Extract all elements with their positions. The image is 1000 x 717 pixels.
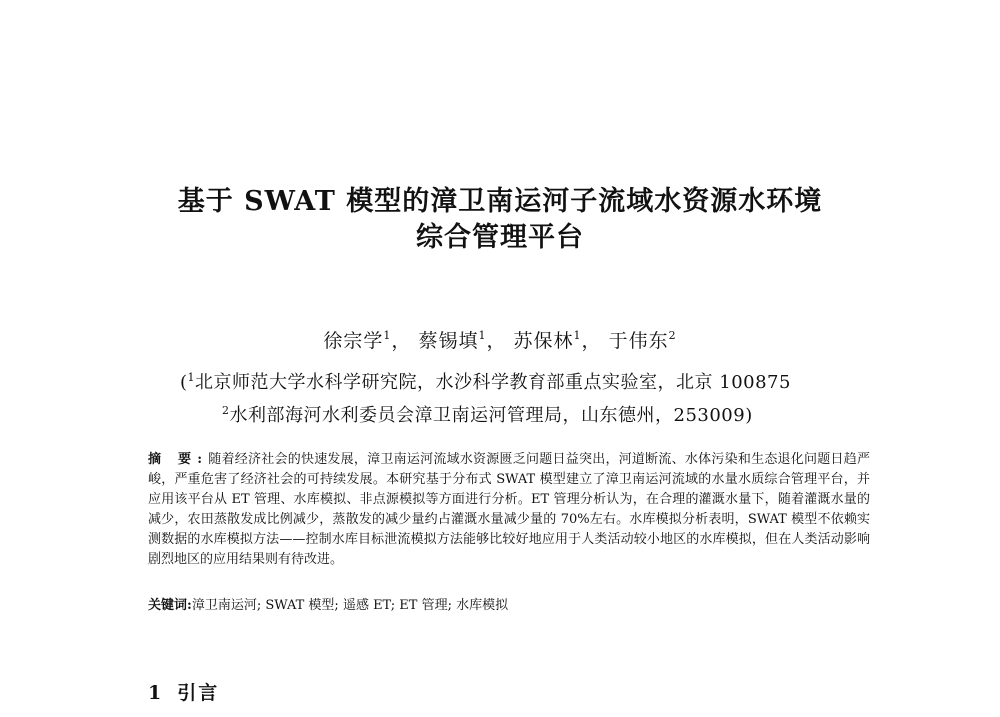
- section-title: 引言: [177, 682, 220, 704]
- abstract-text: 随着经济社会的快速发展，漳卫南运河流域水资源匮乏问题日益突出，河道断流、水体污染和生态退化问题日趋严峻，严重危害了经济社会的可持续发展。本研究基于分布式 SWAT 模型建立了漳卫南运河流域的水量水质综合管理平台，并应用该平台从 ET 管理、水库模拟、非点源模拟等方面进行分析。ET 管理分析认为，在合理的灌溉水量下，随着灌溉水量的减少，农田蒸散发成比例减少，蒸散发的减少量约占灌溉水量减少量的 70%左右。水库模拟分析表明，SWAT 模型不依赖实测数据的水库模拟方法——控制水库目标泄流模拟方法能够比较好地应用于人类活动较小地区的水库模拟，但在人类活动影响剧烈地区的应用结果则有待改进。: [148, 452, 870, 567]
- title-line-1: 基于 SWAT 模型的漳卫南运河子流域水资源水环境: [177, 186, 823, 217]
- author-affiliation-mark: 1: [478, 329, 487, 342]
- affiliation-mark: 1: [187, 371, 196, 384]
- affiliations: [180, 364, 920, 430]
- keywords-text: 漳卫南运河; SWAT 模型; 遥感 ET; ET 管理; 水库模拟: [191, 598, 509, 613]
- author-affiliation-mark: 1: [573, 329, 582, 342]
- section-number: 1: [148, 682, 164, 704]
- affiliation-line-2: [180, 397, 920, 430]
- paper-title: [0, 184, 1000, 256]
- affiliation-text-2: 水利部海河水利委员会漳卫南运河管理局，山东德州，253009): [229, 405, 753, 426]
- title-line-2: 综合管理平台: [416, 222, 584, 253]
- author-list: 徐宗学$^1$， 蔡锡填$^1$， 苏保林$^1$， 于伟东$^2$: [323, 329, 677, 352]
- abstract: [148, 450, 870, 570]
- keywords-label: 关键词:: [148, 598, 192, 613]
- section-heading: [148, 678, 219, 705]
- affiliation-mark: 2: [222, 404, 230, 417]
- affiliation-text-1: 北京师范大学水科学研究院，水沙科学教育部重点实验室，北京 100875: [195, 372, 791, 393]
- author-affiliation-mark: 1: [383, 329, 392, 342]
- author-name: 苏保林: [513, 330, 574, 352]
- abstract-label: 摘 要:: [148, 452, 209, 467]
- author-name: 蔡锡填: [418, 330, 479, 352]
- author-name: 徐宗学: [323, 330, 384, 352]
- author-affiliation-mark: 2: [668, 329, 677, 342]
- keywords: [148, 596, 870, 616]
- affiliation-open-paren: (: [180, 372, 188, 393]
- affiliation-line-1: [180, 364, 920, 397]
- author-name: 于伟东: [608, 330, 669, 352]
